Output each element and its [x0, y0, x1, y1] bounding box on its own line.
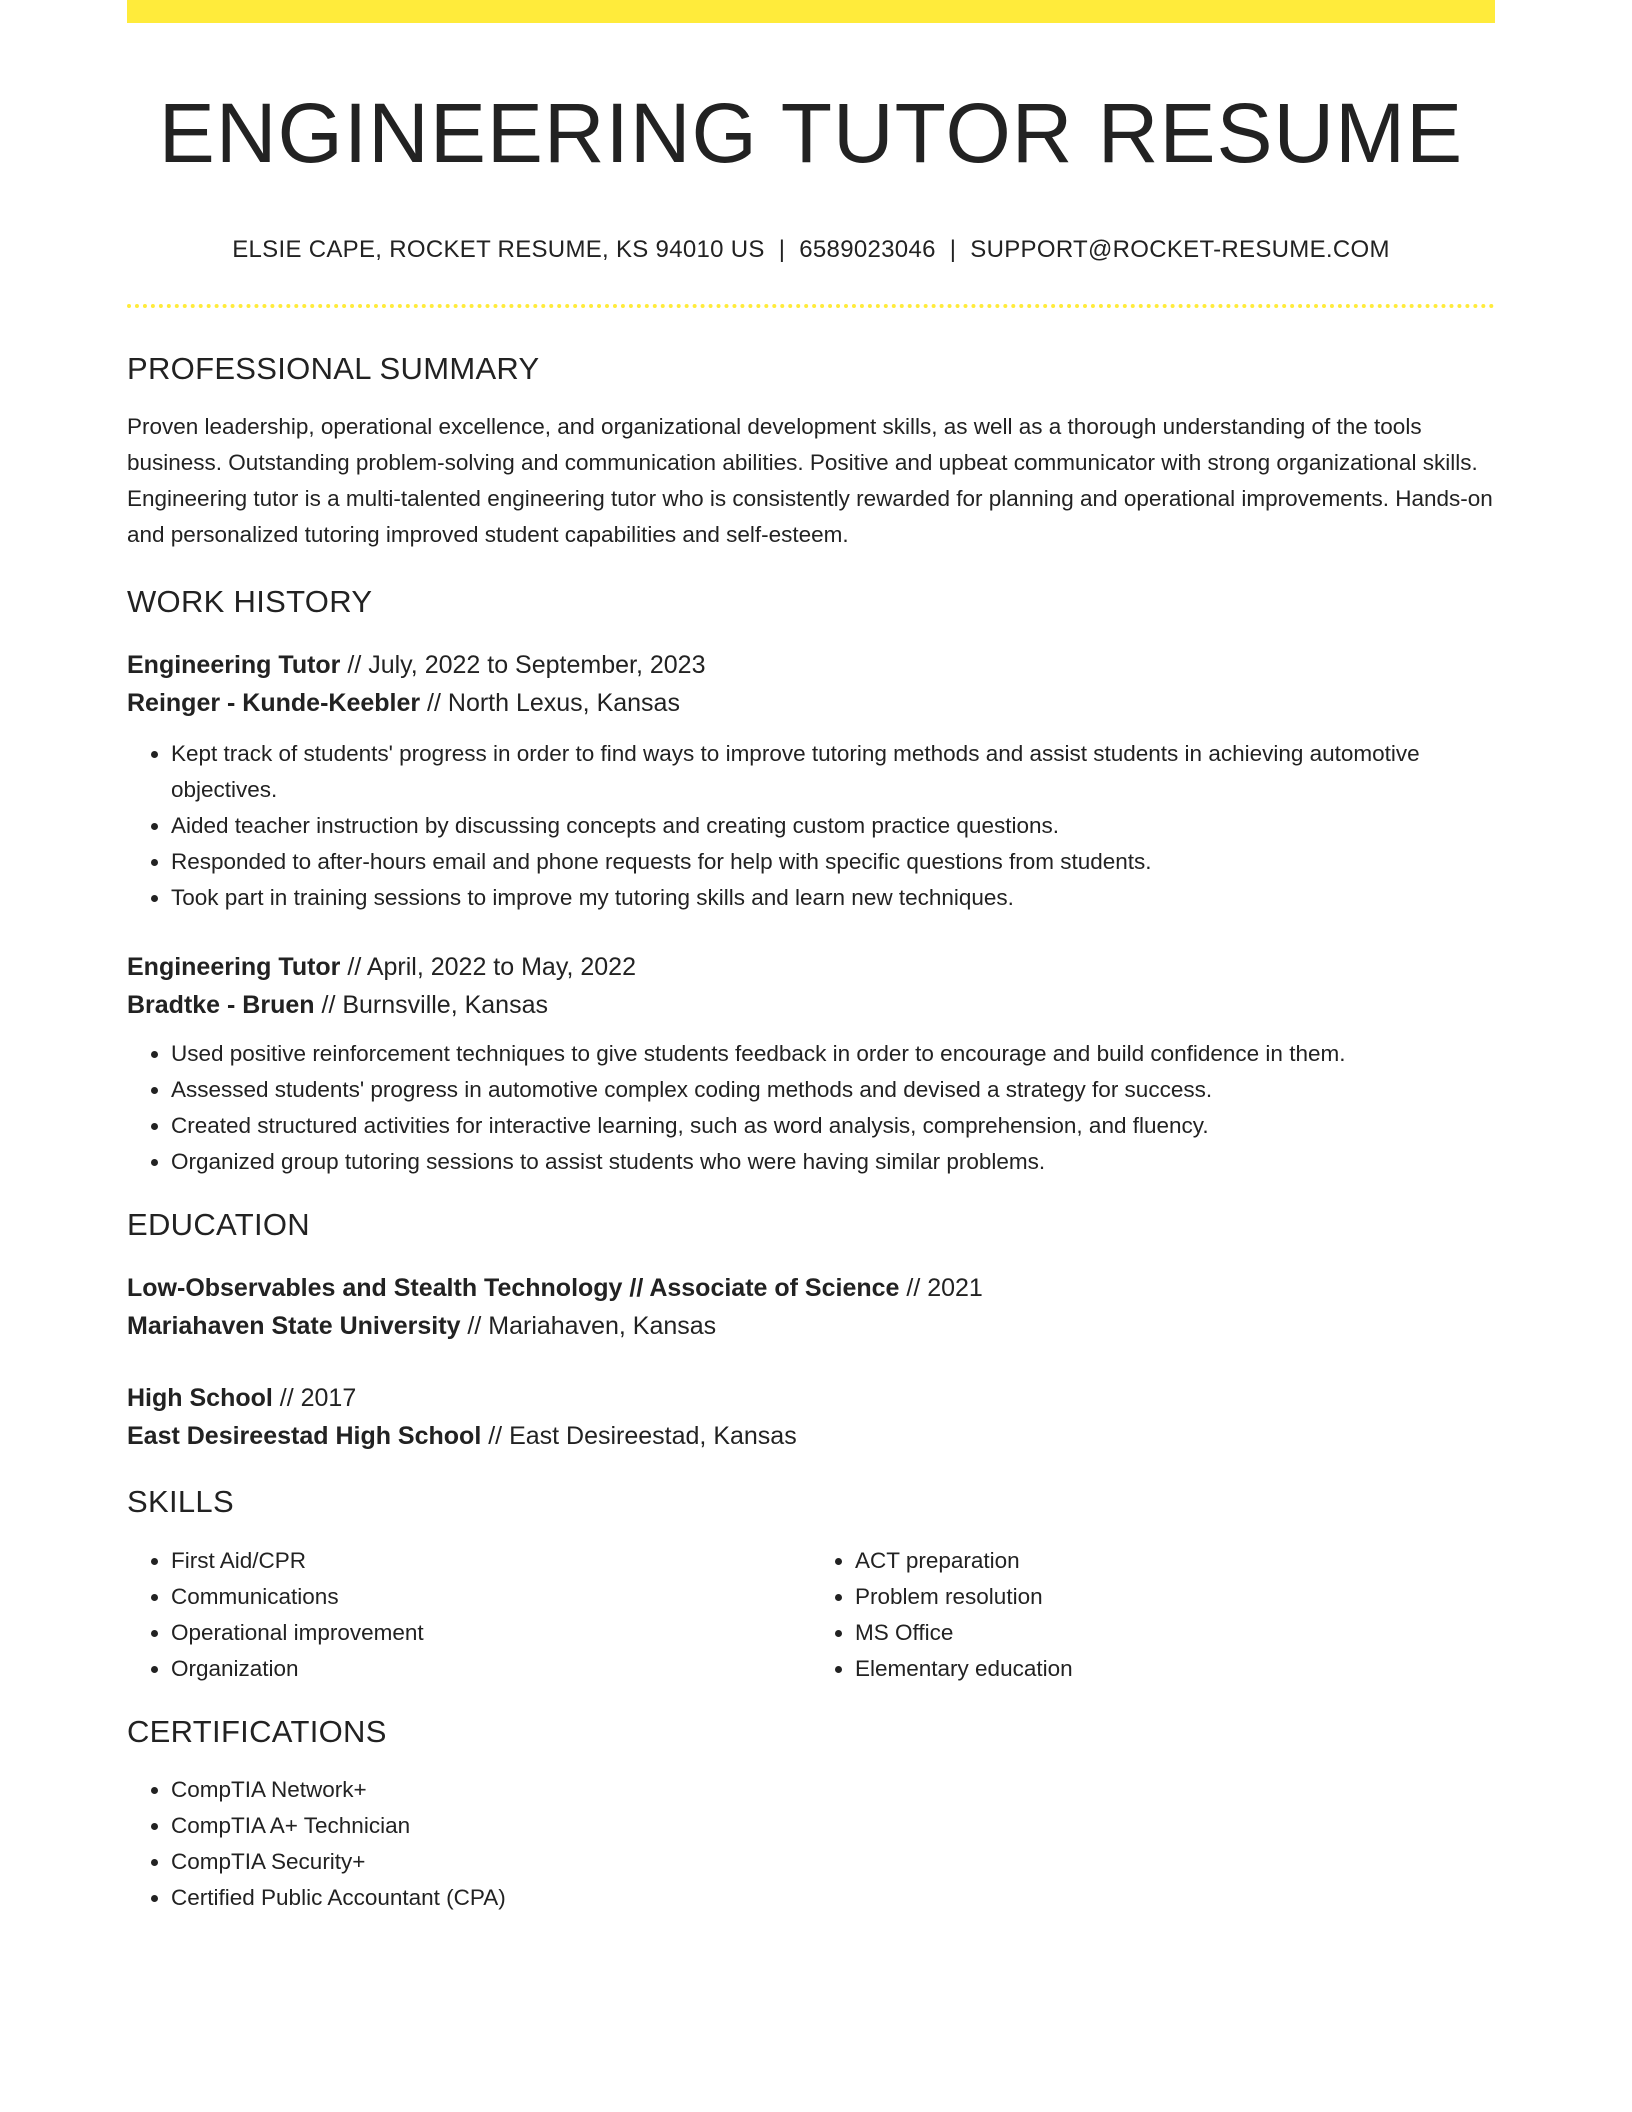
work-history-heading: WORK HISTORY — [127, 583, 373, 619]
contact-phone: 6589023046 — [799, 235, 936, 263]
job-company: Bradtke - Bruen — [127, 991, 315, 1020]
list-item: • Certified Public Accountant (CPA) — [171, 1880, 1495, 1916]
job-title: Engineering Tutor — [127, 651, 341, 680]
school-location: // East Desireestad, Kansas — [481, 1422, 797, 1451]
job-company-line — [127, 684, 1495, 722]
degree: High School — [127, 1384, 273, 1413]
list-item: • Responded to after-hours email and phone requests for help with specific questions from students. — [171, 844, 1495, 880]
list-item: • Aided teacher instruction by discussing concepts and creating custom practice questions. — [171, 808, 1495, 844]
list-item: • Problem resolution — [855, 1579, 1495, 1615]
contact-address: ELSIE CAPE, ROCKET RESUME, KS 94010 US — [232, 235, 765, 263]
list-item: • Kept track of students' progress in order to find ways to improve tutoring methods and assist students in achieving automotive objectives. — [171, 736, 1495, 808]
list-item: • Operational improvement — [171, 1615, 811, 1651]
list-item: • MS Office — [855, 1615, 1495, 1651]
page-title: ENGINEERING TUTOR RESUME — [158, 86, 1464, 180]
certifications-heading: CERTIFICATIONS — [127, 1713, 387, 1749]
degree: Low-Observables and Stealth Technology // Associate of Science — [127, 1274, 900, 1303]
skills-list-right — [811, 1543, 1495, 1687]
education-entry — [127, 1379, 1495, 1455]
contact-email: SUPPORT@ROCKET-RESUME.COM — [970, 235, 1390, 263]
skills-heading: SKILLS — [127, 1484, 234, 1520]
job-entry — [127, 646, 1495, 916]
job-title-line — [127, 948, 1495, 986]
list-item: • First Aid/CPR — [171, 1543, 811, 1579]
degree-year: // 2021 — [899, 1274, 983, 1303]
summary-text: Proven leadership, operational excellence, and organizational development skills, as well as a thorough understanding of the tools business. Outstanding problem-solving and communication abilities. Positive and upbeat communicator with strong organizational skills. Engineering tutor is a multi-talented engineering tutor who is consistently rewarded for planning and operational improvements. Hands-on and personalized tutoring improved student capabilities and self-esteem. — [127, 413, 1493, 547]
summary-heading: PROFESSIONAL SUMMARY — [127, 350, 540, 386]
skills-list-left — [127, 1543, 811, 1687]
job-title-line — [127, 646, 1495, 684]
school: Mariahaven State University — [127, 1312, 461, 1341]
contact-separator: | — [949, 235, 957, 263]
top-accent-bar — [127, 0, 1495, 23]
list-item: • Created structured activities for interactive learning, such as word analysis, comprehension, and fluency. — [171, 1108, 1495, 1144]
job-bullets — [127, 736, 1495, 916]
education-entry — [127, 1269, 1495, 1345]
list-item: • CompTIA A+ Technician — [171, 1808, 1495, 1844]
list-item: • Elementary education — [855, 1651, 1495, 1687]
list-item: • Used positive reinforcement techniques to give students feedback in order to encourage and build confidence in them. — [171, 1036, 1495, 1072]
list-item: • Communications — [171, 1579, 811, 1615]
job-dates: // July, 2022 to September, 2023 — [340, 651, 706, 680]
school-location: // Mariahaven, Kansas — [460, 1312, 717, 1341]
list-item: • ACT preparation — [855, 1543, 1495, 1579]
list-item: • Took part in training sessions to improve my tutoring skills and learn new techniques. — [171, 880, 1495, 916]
resume-page — [127, 0, 1495, 1916]
school-line — [127, 1417, 1495, 1455]
list-item: • Organized group tutoring sessions to assist students who were having similar problems. — [171, 1144, 1495, 1180]
degree-line — [127, 1379, 1495, 1417]
dotted-divider — [127, 304, 1495, 308]
job-location: // Burnsville, Kansas — [314, 991, 548, 1020]
school-line — [127, 1307, 1495, 1345]
contact-line — [127, 236, 1495, 264]
list-item: • Organization — [171, 1651, 811, 1687]
education-heading: EDUCATION — [127, 1207, 310, 1243]
list-item: • CompTIA Security+ — [171, 1844, 1495, 1880]
job-bullets — [127, 1036, 1495, 1180]
job-company: Reinger - Kunde-Keebler — [127, 689, 421, 718]
job-entry — [127, 948, 1495, 1180]
skills-columns — [127, 1543, 1495, 1687]
job-title: Engineering Tutor — [127, 953, 341, 982]
school: East Desireestad High School — [127, 1422, 482, 1451]
job-location: // North Lexus, Kansas — [420, 689, 680, 718]
list-item: • Assessed students' progress in automotive complex coding methods and devised a strategy for success. — [171, 1072, 1495, 1108]
degree-year: // 2017 — [272, 1384, 357, 1413]
list-item: • CompTIA Network+ — [171, 1772, 1495, 1808]
job-company-line — [127, 986, 1495, 1024]
degree-line — [127, 1269, 1495, 1307]
contact-separator: | — [778, 235, 786, 263]
job-dates: // April, 2022 to May, 2022 — [340, 953, 636, 982]
certifications-list — [127, 1772, 1495, 1916]
